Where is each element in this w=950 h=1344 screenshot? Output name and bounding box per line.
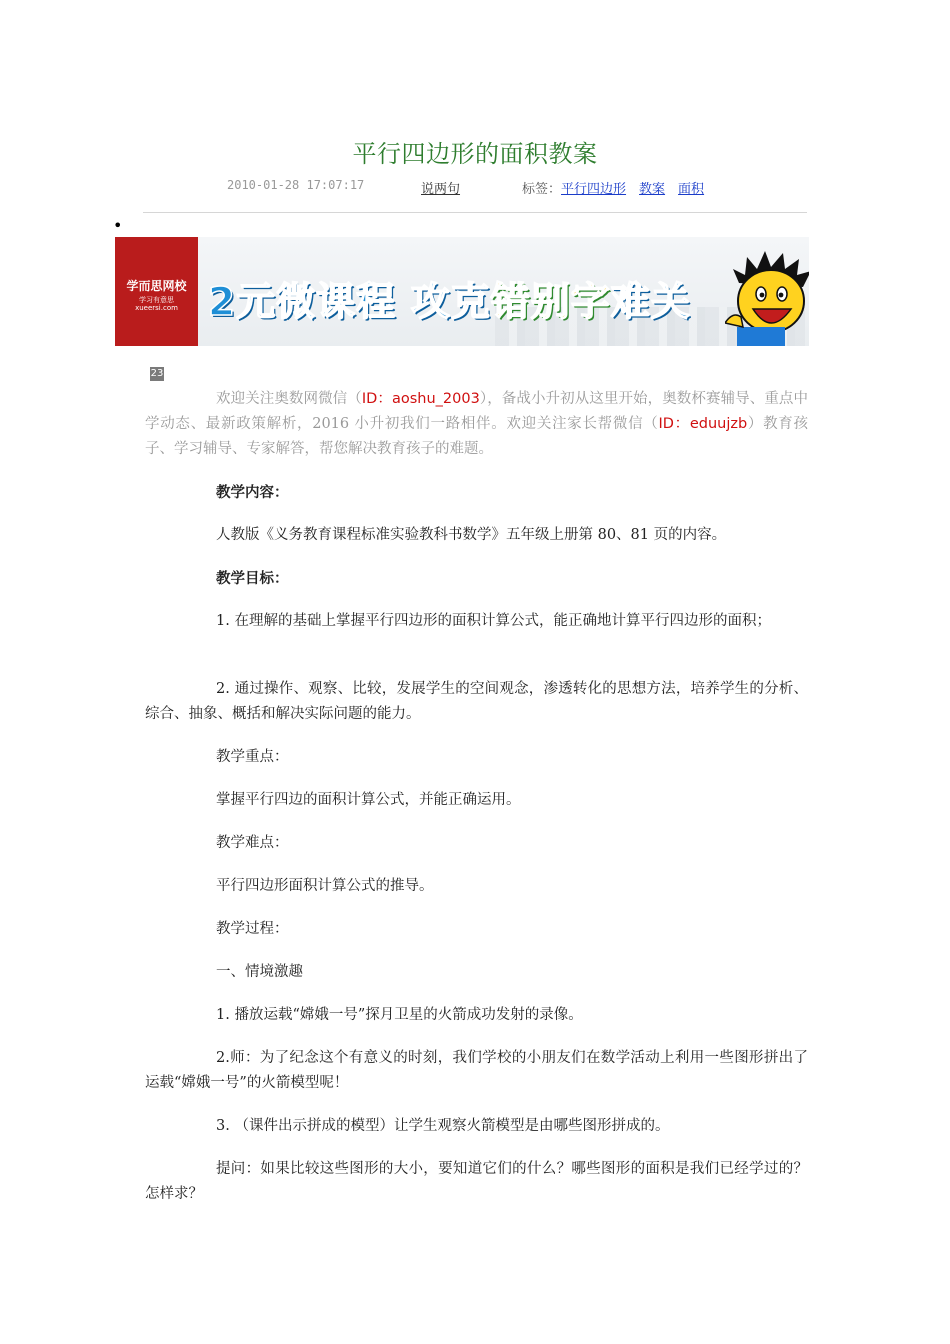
article-meta [0,178,950,198]
goal-item-2: 2. 通过操作、观察、比较，发展学生的空间观念，渗透转化的思想方法，培养学生的分析、综合、抽象、概括和解决实际问题的能力。 [145,681,808,722]
heading-key-point: 教学重点： [216,749,289,765]
content-paragraph: 人教版《义务教育课程标准实验教科书数学》五年级上册第 80、81 页的内容。 [216,527,727,543]
logo-name: 学而思网校 [126,279,187,293]
wechat-id-eduu: ID：eduujzb [658,416,748,432]
goal-item-1: 1. 在理解的基础上掌握平行四边形的面积计算公式，能正确地计算平行四边形的面积； [216,613,771,629]
header-divider [143,212,807,213]
headline-part-course: 2元微课程 [208,280,397,325]
headline-part-conquer: 攻克 [410,280,491,325]
wechat-id-aoshu: ID：aoshu_2003 [361,391,480,407]
intro-text-b: ），备战小升初从这里开始，奥数杯赛辅导、重点中学动态、最新政策解析，2016 小升初我们一路相伴。欢迎关注家长帮微信（ [145,391,808,432]
headline-part-difficulty: 难关 [610,280,691,325]
difficulty-paragraph: 平行四边形面积计算公式的推导。 [216,878,434,894]
heading-difficulty: 教学难点： [216,835,289,851]
key-point-paragraph: 掌握平行四边的面积计算公式，并能正确运用。 [216,792,521,808]
tags-label: 标签： [522,182,562,197]
tag-link-lesson-plan[interactable]: 教案 [639,182,666,197]
xueersi-logo [115,237,198,346]
logo-url: xueersi.com [135,304,178,312]
logo-slogan: 学习有意思 [139,296,174,304]
heading-content: 教学内容： [216,484,289,501]
step-3: 3. （课件出示拼成的模型）让学生观察火箭模型是由哪些图形拼成的。 [216,1118,670,1134]
broken-image-icon: 23 [150,368,164,379]
comment-link[interactable]: 说两句 [421,182,461,197]
section-heading-1: 一、情境激趣 [216,964,303,980]
publish-date: 2010-01-28 17:07:17 [227,178,365,192]
intro-paragraph [145,387,808,462]
heading-goals: 教学目标： [216,570,289,587]
heading-process: 教学过程： [216,921,289,937]
list-bullet: • [113,216,123,235]
cartoon-boy-icon [725,247,809,346]
headline-part-typo: 错别字 [490,280,611,325]
step-2: 2.师：为了纪念这个有意义的时刻，我们学校的小朋友们在数学活动上利用一些图形拼出了运载“嫦娥一号”的火箭模型呢！ [145,1050,808,1091]
ad-banner[interactable] [115,237,809,346]
tag-link-parallelogram[interactable]: 平行四边形 [561,182,627,197]
intro-text-a: 欢迎关注奥数网微信（ [216,391,362,407]
tag-link-area[interactable]: 面积 [678,182,705,197]
page-title: 平行四边形的面积教案 [352,140,598,168]
banner-headline [208,271,691,327]
intro-text-c: ）教育孩子、学习辅导、专家解答，帮您解决教育孩子的难题。 [145,416,808,457]
question-paragraph: 提问：如果比较这些图形的大小，要知道它们的什么？哪些图形的面积是我们已经学过的？怎样求？ [145,1161,808,1202]
step-1: 1. 播放运载“嫦娥一号”探月卫星的火箭成功发射的录像。 [216,1007,583,1023]
tags-row [522,178,717,197]
